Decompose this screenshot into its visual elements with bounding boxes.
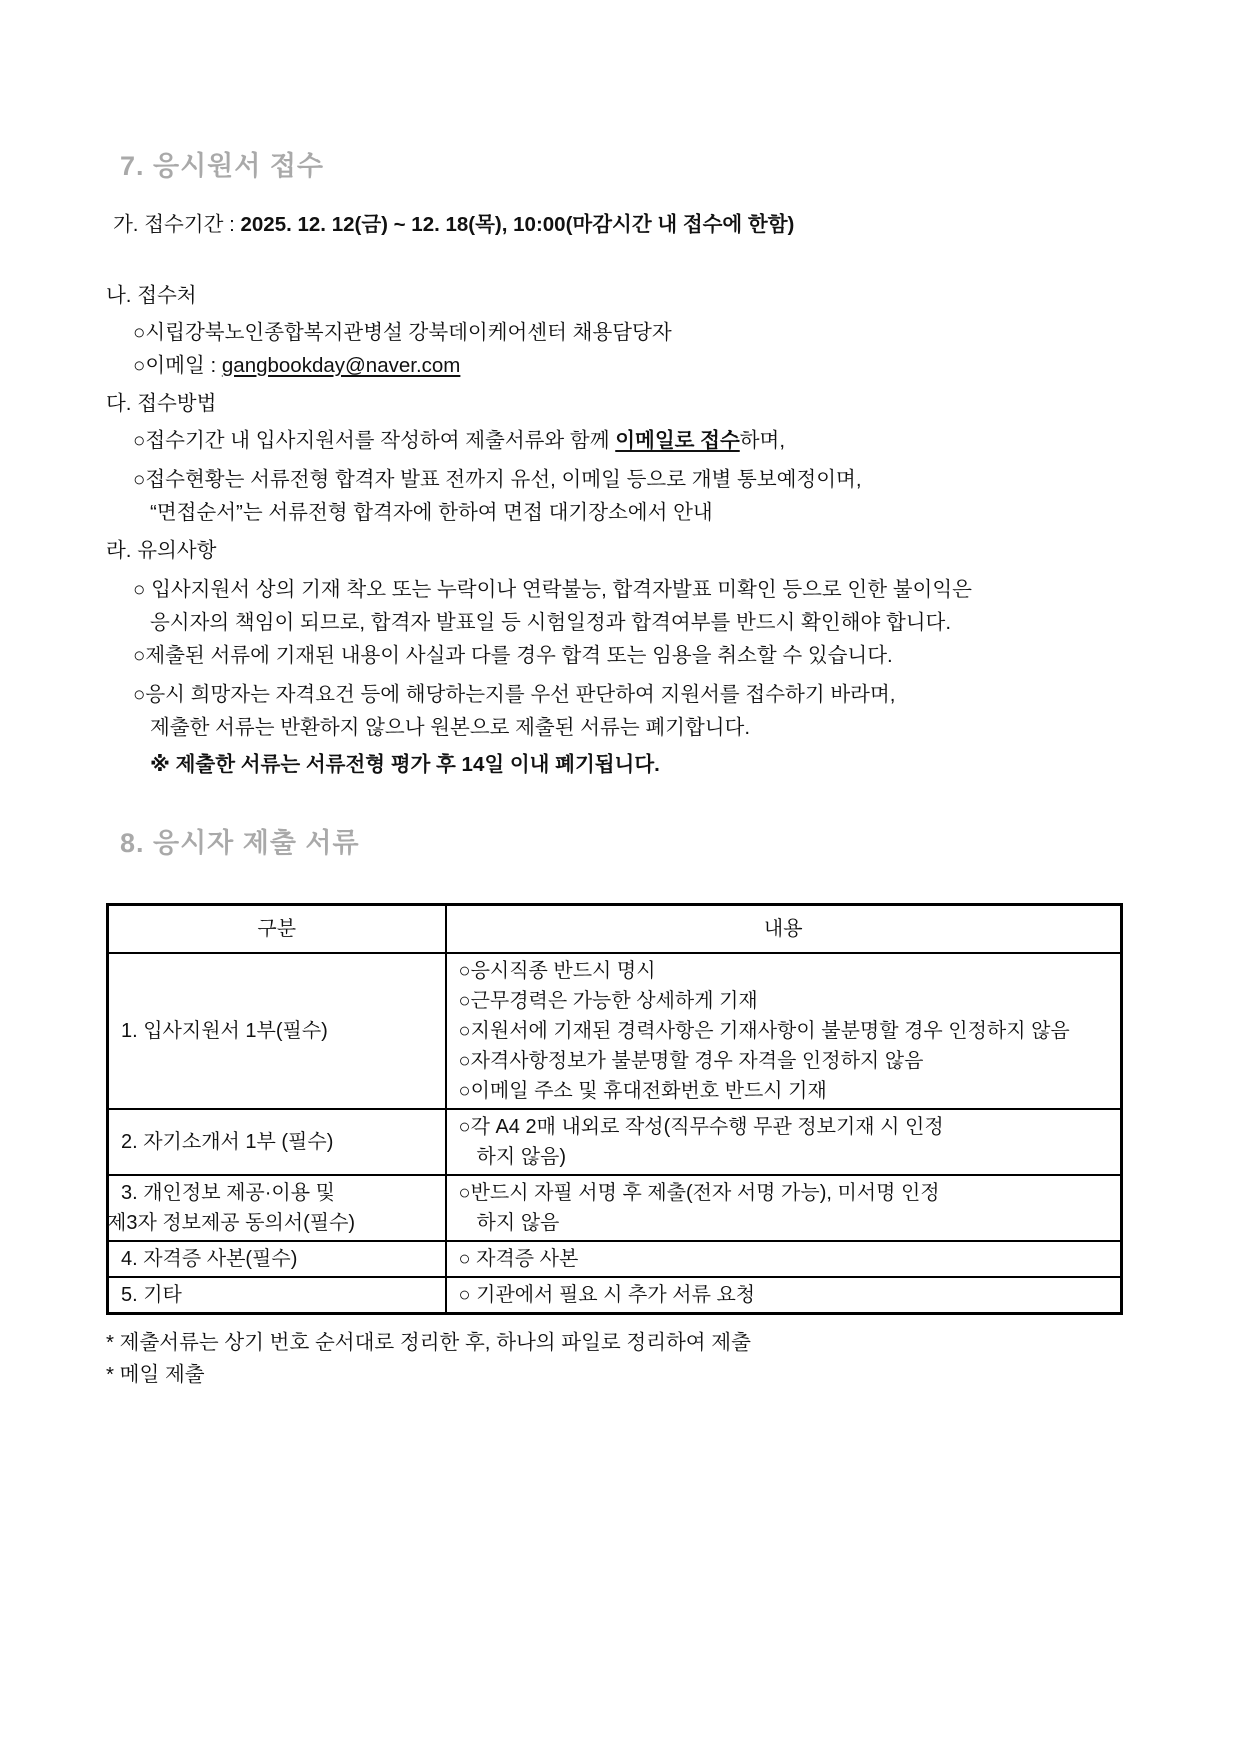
email-label: ○이메일 : [133,354,222,377]
method-item-1-emphasis: 이메일로 접수 [615,429,740,452]
row-content [446,1277,1122,1314]
content-line: ○ 자격증 사본 [458,1248,579,1270]
retention-notice: ※ 제출한 서류는 서류전형 평가 후 14일 이내 폐기됩니다. [150,753,660,776]
reception-method-item-1 [133,424,1132,457]
row-category: 2. 자기소개서 1부 (필수) [108,1109,446,1175]
content-line: ○응시직종 반드시 명시 [458,960,656,982]
reception-method-item-2: ○접수현황는 서류전형 합격자 발표 전까지 유선, 이메일 등으로 개별 통보예정이며, [133,468,862,491]
method-item-1-post: 하며, [739,429,786,452]
notice-item-1-cont: 응시자의 책임이 되므로, 합격자 발표일 등 시험일정과 합격여부를 반드시 확인해야 합니다. [150,611,952,634]
table-header-row [108,905,1122,954]
reception-method-heading: 다. 접수방법 [106,392,217,415]
row-category [108,1175,446,1241]
content-line: 하지 않음 [476,1212,560,1234]
submission-documents-table [106,903,1123,1315]
column-header-category: 구분 [108,905,446,954]
row-content [446,1241,1122,1277]
content-line: ○자격사항정보가 불분명할 경우 자격을 인정하지 않음 [458,1050,924,1072]
method-item-1-pre: ○접수기간 내 입사지원서를 작성하여 제출서류와 함께 [133,429,616,452]
footnote-2: * 메일 제출 [106,1363,205,1386]
table-row [108,1109,1122,1175]
notice-item-2: ○제출된 서류에 기재된 내용이 사실과 다를 경우 합격 또는 임용을 취소할 수 있습니다. [133,644,893,667]
reception-period-line [113,208,1132,241]
notice-item-3-cont: 제출한 서류는 반환하지 않으나 원본으로 제출된 서류는 폐기합니다. [150,716,751,739]
section-8-heading: 8. 응시자 제출 서류 [120,828,360,858]
category-line: 제3자 정보제공 동의서(필수) [107,1212,356,1234]
table-row [108,953,1122,1109]
column-header-content: 내용 [446,905,1122,954]
content-line: ○반드시 자필 서명 후 제출(전자 서명 가능), 미서명 인정 [458,1182,940,1204]
row-content [446,1109,1122,1175]
content-line: ○ 기관에서 필요 시 추가 서류 요청 [458,1284,756,1306]
row-content [446,1175,1122,1241]
row-category: 4. 자격증 사본(필수) [108,1241,446,1277]
reception-period-label: 가. 접수기간 : [113,213,241,236]
notice-item-3: ○응시 희망자는 자격요건 등에 해당하는지를 우선 판단하여 지원서를 접수하기 바라며, [133,683,896,706]
notice-item-1: ○ 입사지원서 상의 기재 착오 또는 누락이나 연락불능, 합격자발표 미확인 등으로 인한 불이익은 [133,578,972,601]
table-row [108,1175,1122,1241]
content-line: ○근무경력은 가능한 상세하게 기재 [458,990,758,1012]
row-category: 1. 입사지원서 1부(필수) [108,953,446,1109]
table-row [108,1241,1122,1277]
section-7-heading: 7. 응시원서 접수 [120,151,325,181]
email-link[interactable]: gangbookday@naver.com [221,354,461,377]
footnote-1: * 제출서류는 상기 번호 순서대로 정리한 후, 하나의 파일로 정리하여 제출 [106,1331,751,1354]
content-line: ○이메일 주소 및 휴대전화번호 반드시 기재 [458,1080,827,1102]
reception-office-item: ○시립강북노인종합복지관병설 강북데이케어센터 채용담당자 [133,321,672,344]
row-content [446,953,1122,1109]
email-line [133,349,1132,382]
category-line: 3. 개인정보 제공·이용 및 [121,1182,335,1204]
content-line: ○각 A4 2매 내외로 작성(직무수행 무관 정보기재 시 인정 [458,1116,944,1138]
reception-office-heading: 나. 접수처 [106,284,197,307]
reception-method-item-2-cont: “면접순서”는 서류전형 합격자에 한하여 면접 대기장소에서 안내 [150,501,713,524]
content-line: ○지원서에 기재된 경력사항은 기재사항이 불분명할 경우 인정하지 않음 [458,1020,1070,1042]
notice-heading: 라. 유의사항 [106,539,217,562]
row-category: 5. 기타 [108,1277,446,1314]
content-line: 하지 않음) [476,1146,566,1168]
table-row [108,1277,1122,1314]
reception-period-value: 2025. 12. 12(금) ~ 12. 18(목), 10:00(마감시간 내 접수에 한함) [240,213,795,236]
